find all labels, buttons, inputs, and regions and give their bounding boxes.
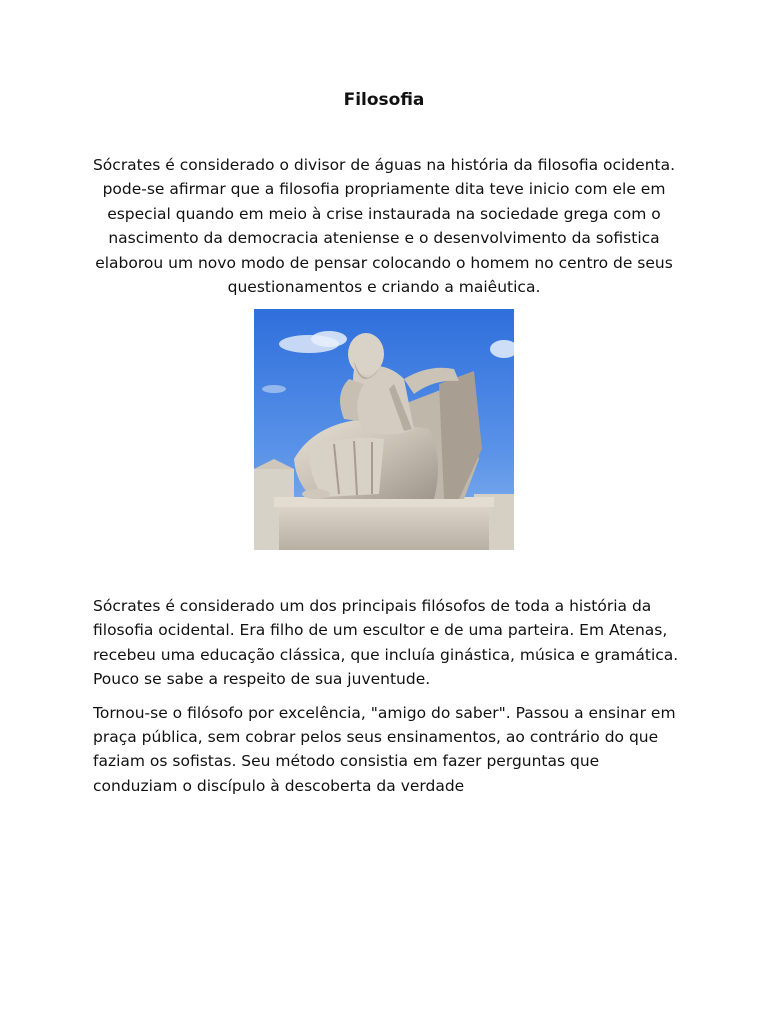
statue-illustration	[254, 309, 514, 550]
socrates-statue-image	[254, 309, 514, 550]
paragraph-1: Sócrates é considerado um dos principais filósofos de toda a história da filosofia ocidental. Era filho de um escultor e de uma parteira. Em Atenas, recebeu uma educação clássica, que incluía ginástica, música e gramática. Pouco se sabe a respeito de sua juventude.	[93, 597, 679, 689]
body-text	[93, 594, 683, 807]
paragraph-2: Tornou-se o filósofo por excelência, "amigo do saber". Passou a ensinar em praça pública, sem cobrar pelos seus ensinamentos, ao contrário do que faziam os sofistas. Seu método consistia em fazer perguntas que conduziam o discípulo à descoberta da verdade	[93, 703, 676, 795]
intro-paragraph: Sócrates é considerado o divisor de águas na história da filosofia ocidenta. pode-se afirmar que a filosofia propriamente dita teve inicio com ele em especial quando em meio à crise instaurada na sociedade grega com o nascimento da democracia ateniense e o desenvolvimento da sofistica elaborou um novo modo de pensar colocando o homem no centro de seus questionamentos e criando a maiêutica.	[92, 156, 676, 297]
page-title: Filosofia	[343, 90, 425, 110]
